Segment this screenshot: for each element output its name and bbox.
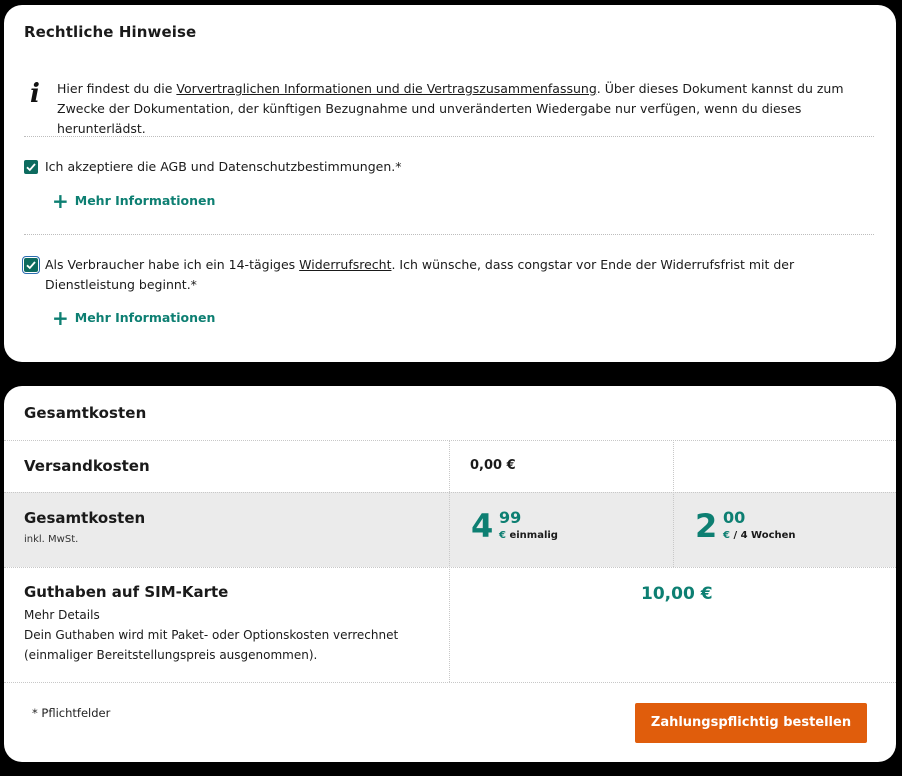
sim-credit-label: Guthaben auf SIM-Karte — [24, 583, 229, 601]
widerruf-checkbox[interactable] — [24, 258, 38, 272]
info-icon: i — [30, 79, 40, 109]
agb-checkbox[interactable] — [24, 160, 38, 174]
credit-note-line-2: (einmaliger Bereitstellungspreis ausgenommen). — [24, 648, 318, 662]
agb-label: Ich akzeptiere die AGB und Datenschutzbestimmungen.* — [45, 159, 402, 174]
plus-icon: + — [52, 306, 69, 330]
table-column-divider — [673, 440, 674, 567]
one-time-price-cents: 99 — [499, 508, 522, 527]
checkmark-icon — [25, 161, 37, 173]
recurring-price-euros: 2 — [695, 507, 718, 545]
table-divider — [4, 682, 896, 683]
widerruf-label-suffix: . Ich wünsche, dass congstar vor Ende der Widerrufsfrist mit der Dienstleistung beginnt.* — [45, 257, 795, 292]
plus-icon: + — [52, 189, 69, 213]
info-text — [57, 79, 877, 139]
recurring-price — [695, 507, 835, 546]
checkmark-icon — [25, 259, 37, 271]
divider — [24, 234, 874, 235]
total-costs-card — [4, 386, 896, 762]
agb-more-info-link[interactable] — [52, 189, 216, 213]
table-divider — [4, 567, 896, 568]
shipping-label: Versandkosten — [24, 457, 150, 475]
place-order-button[interactable]: Zahlungspflichtig bestellen — [635, 703, 867, 743]
required-fields-note: * Pflichtfelder — [32, 706, 111, 720]
sim-credit-value: 10,00 € — [641, 584, 713, 604]
info-text-suffix: . Über dieses Dokument kannst du zum Zwecke der Dokumentation, der künftigen Bezugnahme und unveränderten Wiedergabe nur verfügen, wenn du dieses herunterlädst. — [57, 81, 844, 136]
widerruf-more-info-label: Mehr Informationen — [74, 310, 216, 325]
total-costs-title: Gesamtkosten — [24, 404, 147, 422]
info-text-prefix: Hier findest du die — [57, 81, 177, 96]
pre-contract-info-link[interactable]: Vorvertraglichen Informationen und die Vertragszusammenfassung — [176, 81, 597, 96]
one-time-price-euros: 4 — [471, 507, 494, 545]
one-time-price-currency: € — [499, 530, 506, 541]
one-time-price-suffix — [499, 530, 558, 541]
table-divider — [4, 440, 896, 441]
widerruf-more-info-link[interactable] — [52, 306, 216, 330]
recurring-price-suffix — [723, 530, 796, 541]
vat-note: inkl. MwSt. — [24, 534, 79, 545]
table-divider — [4, 492, 896, 493]
one-time-price — [471, 507, 591, 546]
more-details-link[interactable]: Mehr Details — [24, 608, 100, 622]
one-time-price-period: einmalig — [509, 530, 558, 541]
recurring-price-period: / 4 Wochen — [733, 530, 796, 541]
widerrufsrecht-link[interactable]: Widerrufsrecht — [299, 257, 392, 272]
table-column-divider — [449, 440, 450, 682]
credit-note-line-1: Dein Guthaben wird mit Paket- oder Optionskosten verrechnet — [24, 628, 399, 642]
legal-notices-title: Rechtliche Hinweise — [24, 23, 197, 41]
shipping-value: 0,00 € — [470, 458, 516, 473]
legal-notices-card — [4, 5, 896, 362]
agb-more-info-label: Mehr Informationen — [74, 193, 216, 208]
total-label: Gesamtkosten — [24, 509, 146, 527]
recurring-price-cents: 00 — [723, 508, 746, 527]
widerruf-label — [45, 255, 845, 295]
recurring-price-currency: € — [723, 530, 730, 541]
divider — [24, 136, 874, 137]
widerruf-label-prefix: Als Verbraucher habe ich ein 14-tägiges — [45, 257, 300, 272]
